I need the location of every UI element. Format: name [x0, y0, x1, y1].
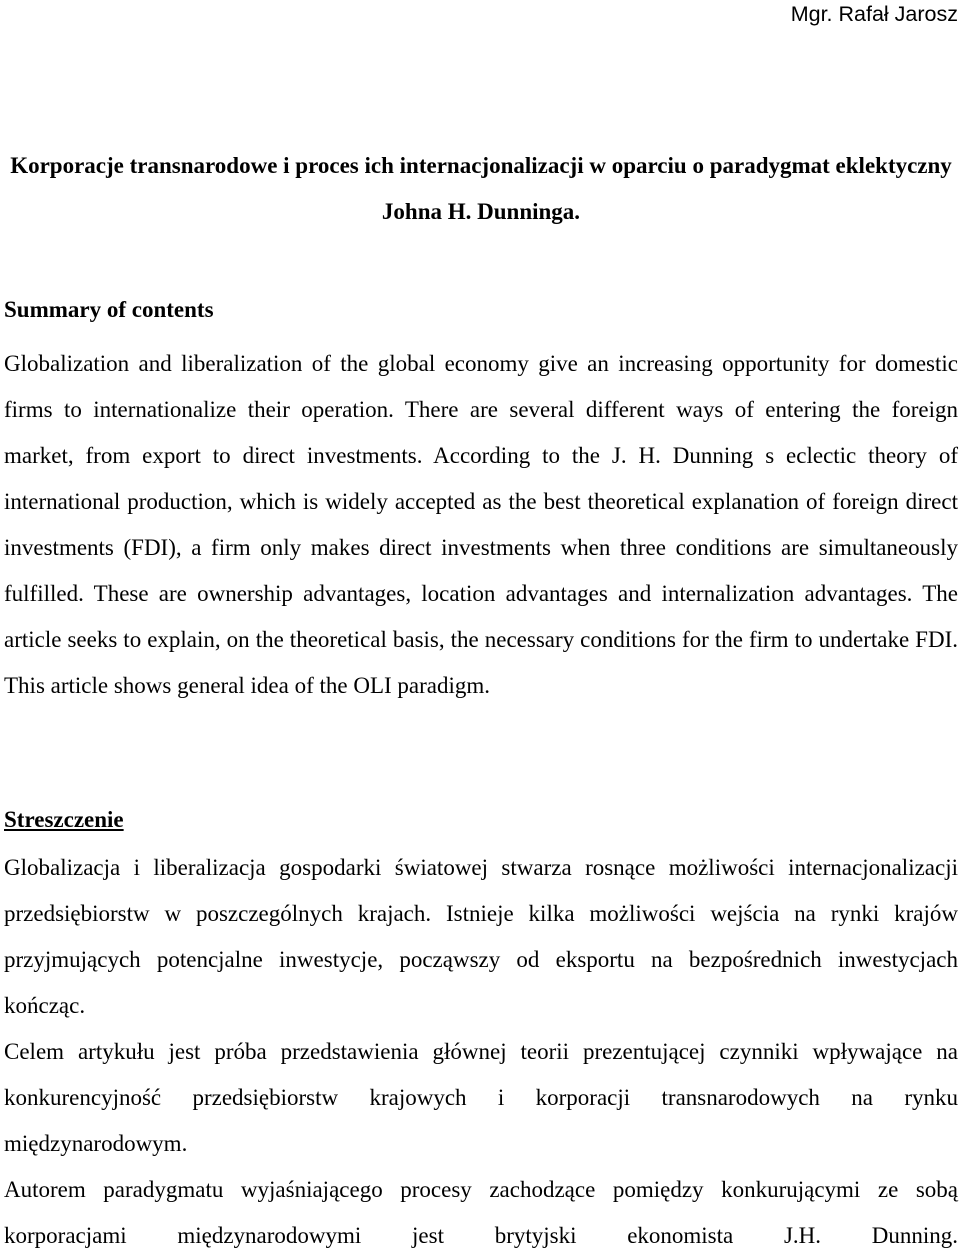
summary-heading: Summary of contents [4, 297, 214, 322]
streszczenie-heading: Streszczenie [4, 807, 124, 832]
streszczenie-paragraph-3: Autorem paradygmatu wyjaśniającego procesy zachodzące pomiędzy konkurującymi ze sobą korporacjami międzynarodowymi jest brytyjski ekonomista J.H. Dunning. [4, 1177, 958, 1248]
author-name: Mgr. Rafał Jarosz [790, 2, 958, 26]
streszczenie-paragraph-2: Celem artykułu jest próba przedstawienia głównej teorii prezentującej czynniki wpływające na konkurencyjność przedsiębiorstw krajowych i korporacji transnarodowych na rynku międzynarodowym. [4, 1039, 958, 1156]
document-title: Korporacje transnarodowe i proces ich internacjonalizacji w oparciu o paradygmat eklektyczny Johna H. Dunninga. [10, 153, 952, 224]
summary-paragraph: Globalization and liberalization of the global economy give an increasing opportunity for domestic firms to internationalize their operation. There are several different ways of entering the foreign market, from export to direct investments. According to the J. H. Dunning s eclectic theory of international production, which is widely accepted as the best theoretical explanation of foreign direct investments (FDI), a firm only makes direct investments when three conditions are simultaneously fulfilled. These are ownership advantages, location advantages and internalization advantages. The article seeks to explain, on the theoretical basis, the necessary conditions for the firm to undertake FDI. This article shows general idea of the OLI paradigm. [4, 351, 958, 698]
streszczenie-paragraph-1: Globalizacja i liberalizacja gospodarki światowej stwarza rosnące możliwości internacjonalizacji przedsiębiorstw w poszczególnych krajach. Istnieje kilka możliwości wejścia na rynki krajów przyjmujących potencjalne inwestycje, począwszy od eksportu na bezpośrednich inwestycjach kończąc. [4, 855, 958, 1018]
